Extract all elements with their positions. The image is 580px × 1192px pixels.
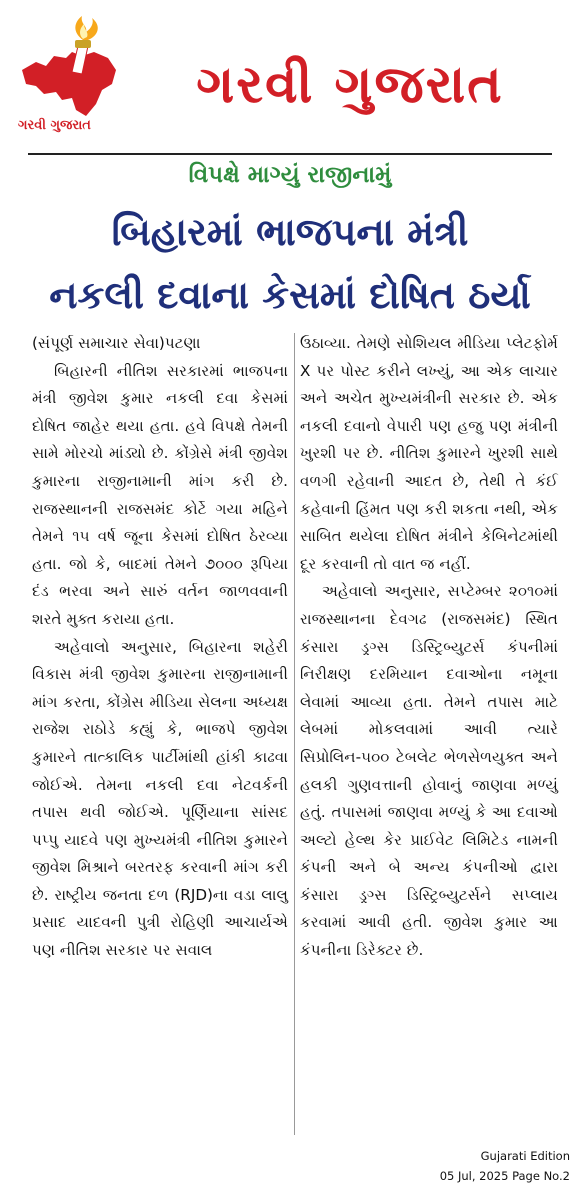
edition-name: Gujarati Edition	[480, 1149, 570, 1163]
logo-caption: ગરવી ગુજરાત	[18, 118, 91, 133]
paragraph: બિહારની નીતિશ સરકારમાં ભાજપના મંત્રી જીવેશ કુમાર નકલી દવા કેસમાં દોષિત જાહેર થયા હતા. હવે વિપક્ષે તેમની સામે મોરચો માંડ્યો છે. કોંગ્રેસે મંત્રી જીવેશ કુમારના રાજીનામાની માંગ કરી છે. રાજસ્થાનની રાજસમંદ કોર્ટે ગયા મહિને તેમને ૧૫ વર્ષ જૂના કેસમાં દોષિત ઠેરવ્યા હતા. જો કે, બાદમાં તેમને ૭૦૦૦ રૂપિયા દંડ ભરવા અને સારું વર્તન જાળવવાની શરતે મુક્ત કરાયા હતા.	[32, 361, 288, 628]
masthead-divider	[28, 153, 552, 155]
masthead	[0, 0, 580, 150]
paragraph: અહેવાલો અનુસાર, બિહારના શહેરી વિકાસ મંત્રી જીવેશ કુમારના રાજીનામાની માંગ કરતા, કોંગ્રેસ મીડિયા સેલના અધ્યક્ષ રાજેશ રાઠોડે કહ્યું કે, ભાજપે જીવેશ કુમારને તાત્કાલિક પાર્ટીમાંથી હાંકી કાઢવા જોઈએ. તેમના નકલી દવા નેટવર્કની તપાસ થવી જોઈએ. પૂર્ણિયાના સાંસદ પપ્પુ યાદવે પણ મુખ્યમંત્રી નીતિશ કુમારને જીવેશ મિશ્રાને બરતરફ કરવાની માંગ કરી છે. રાષ્ટ્રીય જનતા દળ (RJD)ના વડા લાલુ પ્રસાદ યાદવની પુત્રી રોહિણી આચાર્યએ પણ નીતિશ સરકાર પર સવાલ	[32, 637, 288, 960]
article-headline-line-2: નકલી દવાના કેસમાં દોષિત ઠર્યા	[49, 273, 531, 317]
paragraph: અહેવાલો અનુસાર, સપ્ટેમ્બર ૨૦૧૦માં રાજસ્થાનના દેવગઢ (રાજસમંદ) સ્થિત કંસારા ડ્રગ્સ ડિસ્ટ્રિબ્યુટર્સ કંપનીમાં નિરીક્ષણ દરમિયાન દવાઓના નમૂના લેવામાં આવ્યા હતા. તેમને તપાસ માટે લેબમાં મોકલવામાં આવી ત્યારે સિપ્રોલિન-૫૦૦ ટેબલેટ ભેળસેળયુક્ત અને હલકી ગુણવત્તાની હોવાનું જાણવા મળ્યું હતું. તપાસમાં જાણવા મળ્યું કે આ દવાઓ અલ્ટો હેલ્થ કેર પ્રાઈવેટ લિમિટેડ નામની કંપની અને બે અન્ય કંપનીઓ દ્વારા કંસારા ડ્રગ્સ ડિસ્ટ્રિબ્યુટર્સને સપ્લાય કરવામાં આવી હતી. જીવેશ કુમાર આ કંપનીના ડિરેક્ટર છે.	[300, 582, 558, 960]
article-headline-line-1: બિહારમાં ભાજપના મંત્રી	[111, 210, 469, 254]
dateline: (સંપૂર્ણ સમાચાર સેવા)પટણા	[32, 334, 201, 352]
masthead-brand-title: ગરવી ગુજરાત	[196, 55, 504, 115]
paragraph: ઉઠાવ્યા. તેમણે સોશિયલ મીડિયા પ્લેટફોર્મ X પર પોસ્ટ કરીને લખ્યું, આ એક લાચાર અને અચેત મુખ્યમંત્રીની સરકાર છે. એક નકલી દવાનો વેપારી પણ હજુ પણ મંત્રીની ખુરશી પર છે. નીતિશ કુમારને ખુરશી સાથે વળગી રહેવાની આદત છે, તેથી તે કંઈ કહેવાની હિંમત પણ કરી શકતા નથી, એક સાબિત થયેલા દોષિત મંત્રીને કેબિનેટમાંથી દૂર કરવાની તો વાત જ નહીં.	[300, 334, 558, 573]
article-column-2	[300, 330, 558, 965]
column-divider	[294, 333, 295, 1135]
edition-info	[440, 1146, 570, 1186]
article-column-1	[32, 330, 288, 965]
article-kicker: વિપક્ષે માગ્યું રાજીનામું	[188, 162, 392, 188]
edition-date-page: 05 Jul, 2025 Page No.2	[439, 1169, 570, 1183]
gujarat-map-torch-logo	[16, 12, 134, 124]
